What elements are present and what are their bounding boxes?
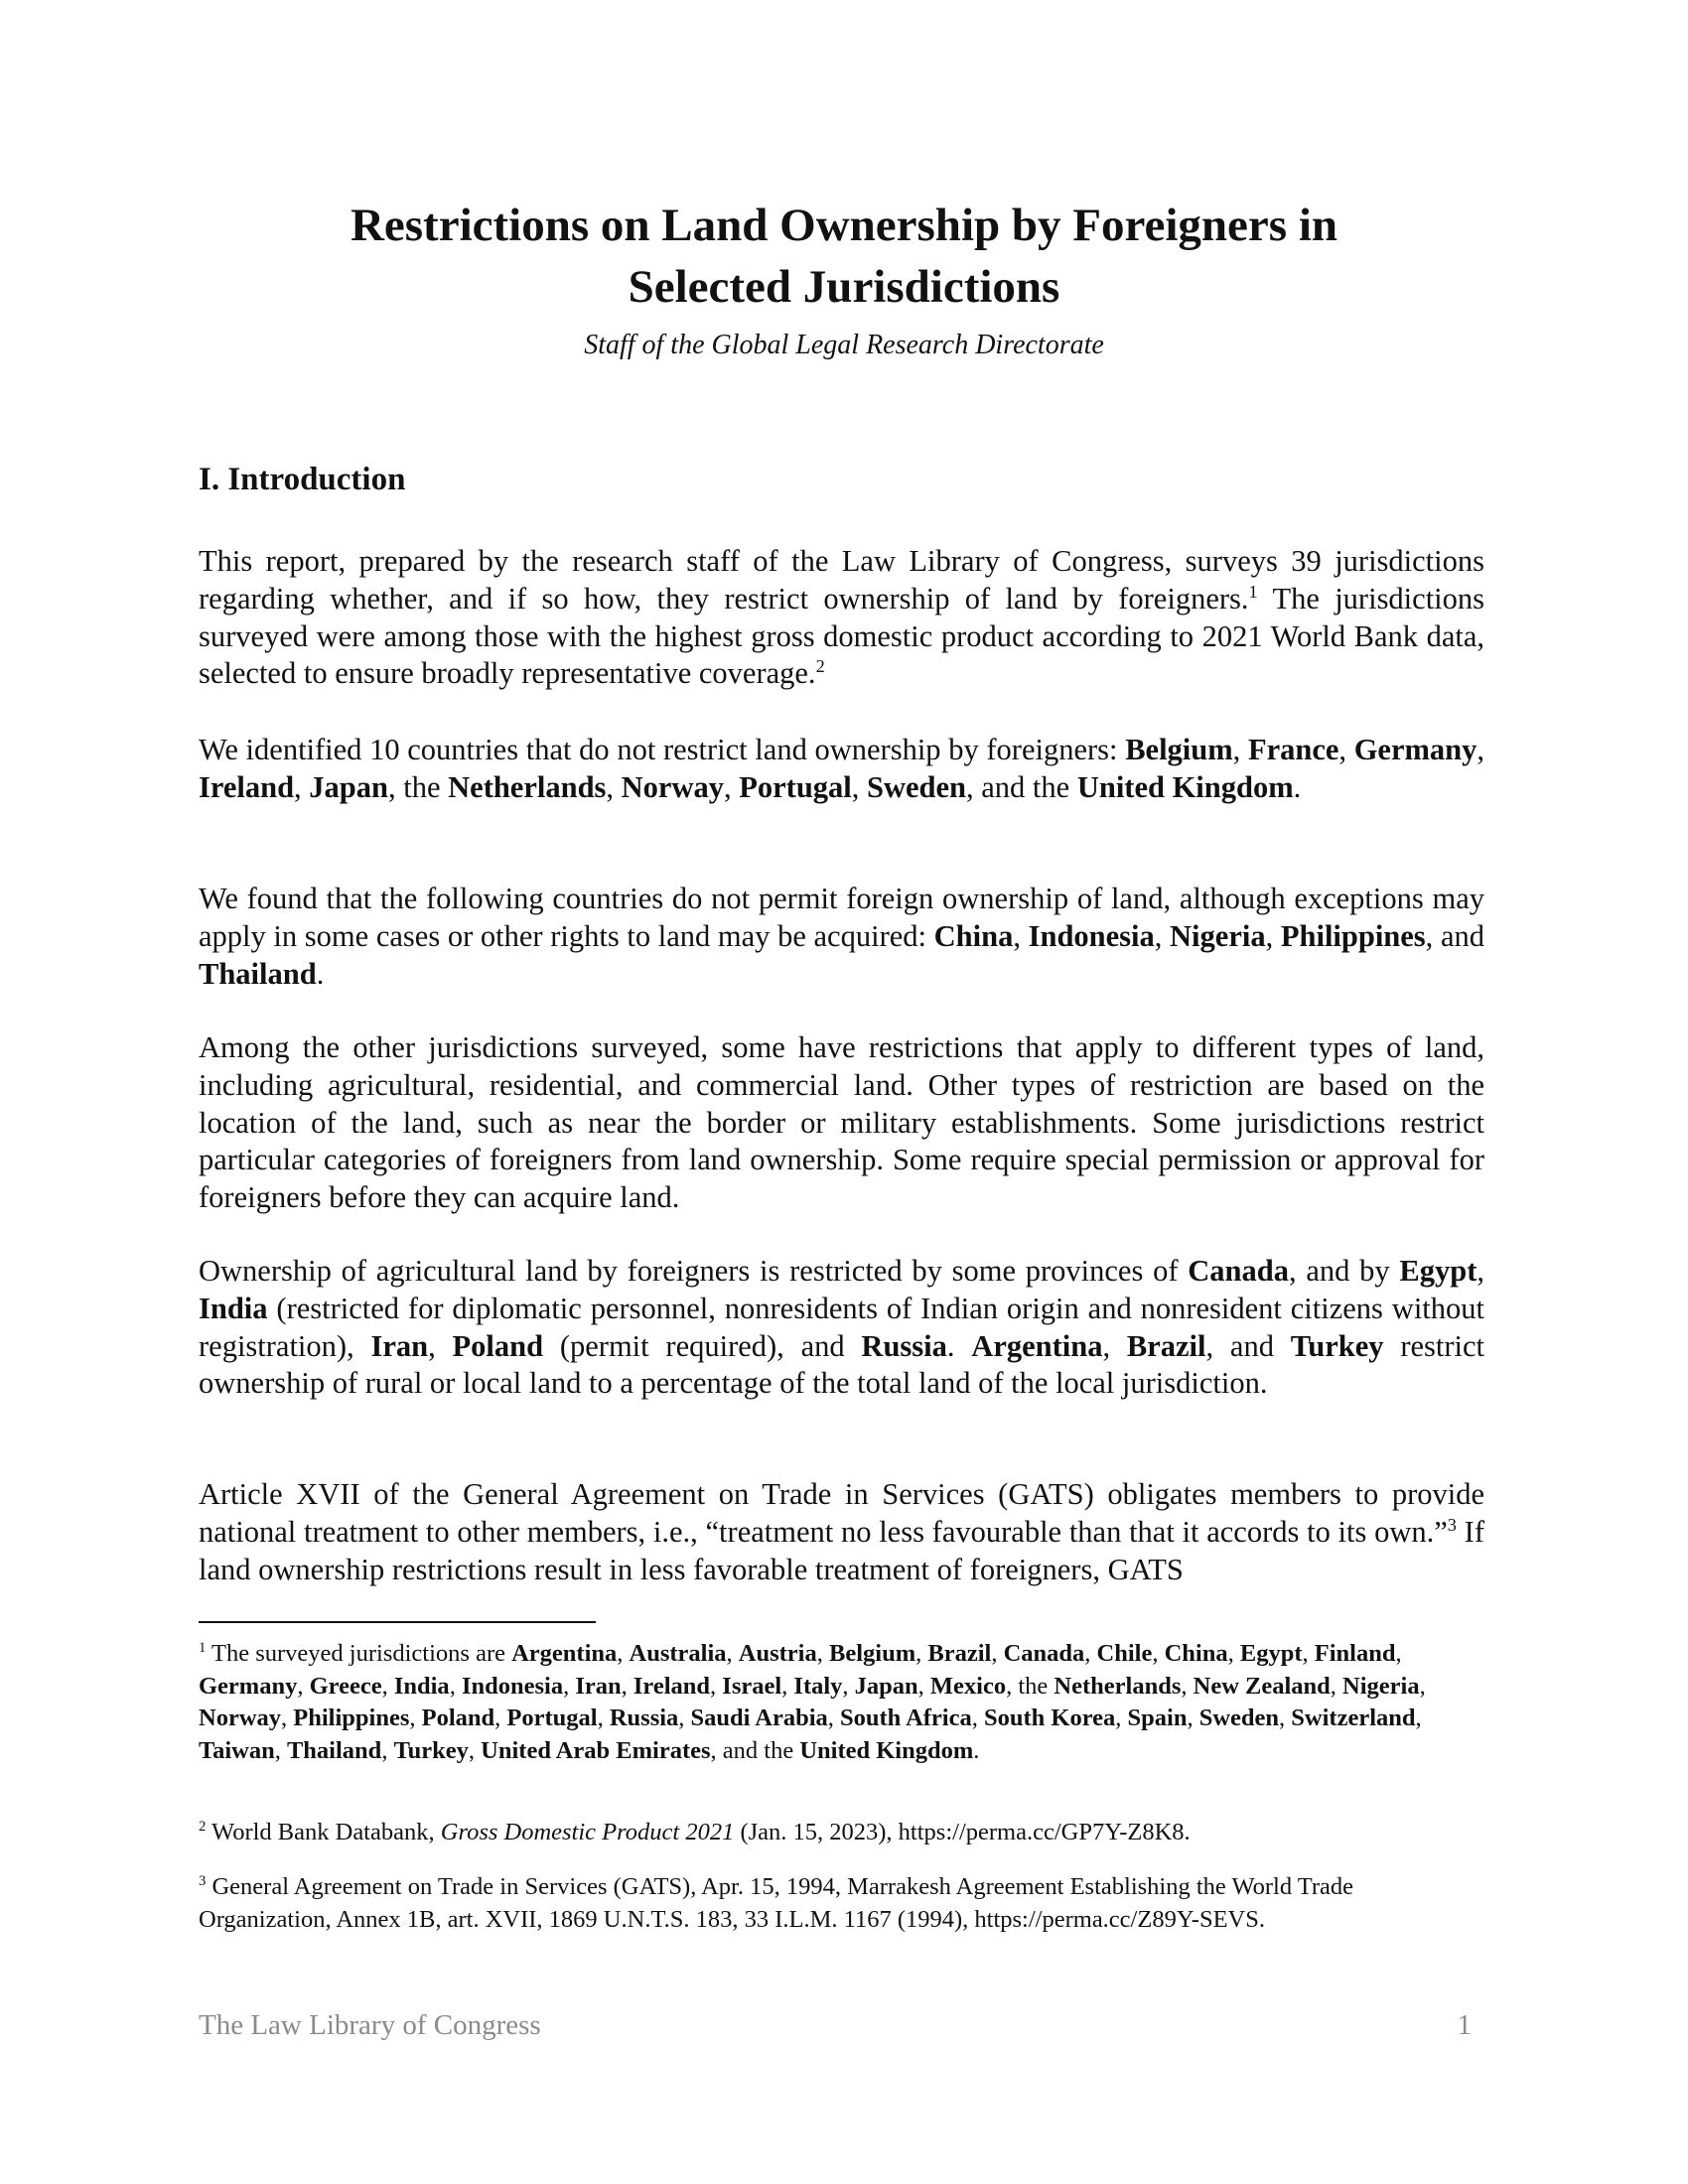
country-name: Argentina — [971, 1328, 1103, 1363]
jurisdiction-name: Italy — [793, 1672, 843, 1700]
jurisdiction-name: Brazil — [927, 1640, 992, 1667]
country-name: Egypt — [1399, 1254, 1477, 1288]
separator: , and — [1425, 918, 1484, 953]
paragraph-restriction-types: Among the other jurisdictions surveyed, some have restrictions that apply to different types of land, including agricultural, residential, and commercial land. Other types of restriction are based on the location of the land, such as near the border or military establishments. Some jurisdictions restrict particular categories of foreigners from land ownership. Some require special permission or approval for foreigners before they can acquire land. — [199, 1030, 1484, 1215]
separator: , — [991, 1640, 1004, 1667]
jurisdiction-name: Norway — [199, 1705, 282, 1731]
separator: , — [1265, 918, 1281, 953]
jurisdiction-name: Indonesia — [461, 1672, 564, 1700]
jurisdiction-name: Chile — [1096, 1640, 1153, 1667]
jurisdiction-name: Egypt — [1239, 1640, 1303, 1667]
separator: , — [851, 769, 868, 804]
footnote-1 — [199, 1638, 1484, 1767]
country-name: Poland — [452, 1328, 544, 1363]
jurisdiction-name: South Africa — [840, 1705, 972, 1731]
separator: , — [1181, 1672, 1194, 1700]
country-name: United Kingdom — [1076, 769, 1294, 804]
separator: , — [1279, 1705, 1292, 1731]
paragraph-prohibited-countries — [199, 881, 1484, 993]
country-name: Ireland — [199, 769, 295, 804]
separator: , — [597, 1705, 610, 1731]
jurisdiction-name: Taiwan — [199, 1736, 275, 1764]
footnote-number: 3 — [199, 1872, 207, 1889]
jurisdiction-name: Switzerland — [1291, 1705, 1416, 1731]
paragraph-text: , and — [1205, 1328, 1291, 1363]
footnote-2 — [199, 1817, 1484, 1849]
jurisdiction-name: New Zealand — [1193, 1672, 1331, 1700]
jurisdiction-name: Australia — [629, 1640, 727, 1667]
paragraph-text: If land ownership restrictions result in less favorable treatment of foreigners, GATS — [199, 1514, 1484, 1586]
page-number: 1 — [1457, 2009, 1472, 2041]
jurisdiction-name: United Arab Emirates — [481, 1736, 711, 1764]
separator: , — [917, 1672, 930, 1700]
jurisdiction-name: Greece — [309, 1672, 382, 1700]
paragraph-text: We identified 10 countries that do not restrict land ownership by foreigners: — [199, 733, 1126, 766]
footnote-3 — [199, 1871, 1484, 1936]
separator: , — [468, 1736, 482, 1764]
footnote-divider — [199, 1621, 596, 1623]
paragraph-text: (permit required), and — [543, 1328, 862, 1363]
footer-publisher: The Law Library of Congress — [199, 2009, 541, 2041]
separator: . — [973, 1736, 980, 1764]
separator: , — [381, 1672, 394, 1700]
separator: , — [606, 769, 622, 804]
separator: , — [1115, 1705, 1128, 1731]
separator: . — [316, 956, 325, 991]
footnote-text: (Jan. 15, 2023), https://perma.cc/GP7Y-Z8K8. — [734, 1819, 1191, 1845]
country-name: Portugal — [739, 769, 852, 804]
separator: , — [710, 1672, 723, 1700]
jurisdiction-name: United Kingdom — [799, 1736, 974, 1764]
country-name: Russia — [861, 1328, 947, 1363]
separator: , — [1419, 1672, 1426, 1700]
separator: , — [563, 1672, 576, 1700]
separator: , — [617, 1640, 630, 1667]
paragraph-agricultural-land — [199, 1253, 1484, 1403]
jurisdiction-name: Philippines — [293, 1705, 410, 1731]
paragraph-text: Ownership of agricultural land by foreigners is restricted by some provinces of — [199, 1254, 1189, 1288]
jurisdiction-name: Ireland — [633, 1672, 711, 1700]
paragraph-intro — [199, 543, 1484, 693]
paragraph-text: . — [946, 1328, 972, 1363]
jurisdiction-name: China — [1164, 1640, 1228, 1667]
paragraph-text: , — [1102, 1328, 1127, 1363]
country-name: Brazil — [1126, 1328, 1206, 1363]
footnote-ref: 2 — [815, 656, 825, 677]
country-name: France — [1247, 733, 1339, 766]
separator: . — [1293, 769, 1302, 804]
separator: , the — [1006, 1672, 1055, 1700]
jurisdiction-name: Thailand — [286, 1736, 382, 1764]
footnote-ref: 3 — [1447, 1514, 1457, 1535]
page-title-line-2: Selected Jurisdictions — [628, 261, 1060, 313]
jurisdiction-name: Spain — [1127, 1705, 1188, 1731]
jurisdiction-name: Portugal — [506, 1705, 598, 1731]
country-name: Turkey — [1290, 1328, 1384, 1363]
jurisdiction-name: Austria — [738, 1640, 817, 1667]
separator: , — [1154, 918, 1171, 953]
separator: , — [1232, 733, 1248, 766]
paragraph-text: (restricted for diplomatic personnel, nonresidents of Indian origin and nonresident citizens without registration), — [199, 1291, 1484, 1363]
separator: , — [1302, 1640, 1315, 1667]
paragraph-text: The jurisdictions surveyed were among those with the highest gross domestic product according to 2021 World Bank data, selected to ensure broadly representative coverage. — [199, 581, 1485, 691]
separator: , — [1338, 733, 1354, 766]
paragraph-text: , and by — [1288, 1254, 1400, 1288]
paragraph-text: , — [1477, 1254, 1485, 1288]
separator: , — [1330, 1672, 1343, 1700]
separator: , — [1187, 1705, 1199, 1731]
separator: , the — [387, 769, 449, 804]
country-name: Germany — [1353, 733, 1477, 766]
paragraph-text: This report, prepared by the research staff of the Law Library of Congress, surveys 39 jurisdictions regarding whether, and if so how, they restrict ownership of land by foreigners. — [199, 544, 1484, 615]
country-name: Belgium — [1125, 733, 1233, 766]
section-heading: I. Introduction — [199, 462, 406, 497]
jurisdiction-name: India — [393, 1672, 450, 1700]
separator: , — [1152, 1640, 1165, 1667]
country-name: Canada — [1188, 1254, 1289, 1288]
country-name: India — [199, 1291, 268, 1325]
author-byline: Staff of the Global Legal Research Directorate — [584, 330, 1104, 360]
separator: , — [678, 1705, 691, 1731]
separator: , — [449, 1672, 462, 1700]
separator: , — [274, 1736, 287, 1764]
source-title: Gross Domestic Product 2021 — [440, 1819, 735, 1845]
paragraph-text: , — [428, 1328, 453, 1363]
separator: , — [1013, 918, 1029, 953]
jurisdiction-name: Russia — [609, 1705, 679, 1731]
jurisdiction-name: Turkey — [393, 1736, 469, 1764]
separator: , — [971, 1705, 984, 1731]
jurisdiction-name: Saudi Arabia — [690, 1705, 828, 1731]
separator: , — [724, 769, 740, 804]
separator: , — [409, 1705, 422, 1731]
footnote-number: 2 — [199, 1818, 207, 1835]
jurisdiction-name: Poland — [421, 1705, 495, 1731]
separator: , — [915, 1640, 928, 1667]
paragraph-text: Article XVII of the General Agreement on Trade in Services (GATS) obligates members to provide national treatment to other members, i.e., “treatment no less favourable than that it accords to its own.” — [199, 1477, 1484, 1549]
jurisdiction-name: Iran — [575, 1672, 622, 1700]
country-name: Iran — [370, 1328, 429, 1363]
separator: , — [827, 1705, 841, 1731]
jurisdiction-name: Israel — [722, 1672, 782, 1700]
separator: , — [816, 1640, 829, 1667]
paragraph-text: restrict ownership of rural or local land to a percentage of the total land of the local jurisdiction. — [199, 1328, 1485, 1401]
separator: , — [1227, 1640, 1240, 1667]
separator: , — [494, 1705, 507, 1731]
paragraph-gats — [199, 1476, 1484, 1588]
jurisdiction-name: Netherlands — [1054, 1672, 1182, 1700]
separator: , — [781, 1672, 794, 1700]
jurisdiction-name: Finland — [1314, 1640, 1396, 1667]
separator: , and the — [710, 1736, 800, 1764]
separator: , — [281, 1705, 294, 1731]
separator: , — [1477, 733, 1484, 766]
country-name: Sweden — [867, 769, 967, 804]
jurisdiction-name: Germany — [199, 1672, 298, 1700]
jurisdiction-name: Canada — [1003, 1640, 1085, 1667]
country-name: Norway — [621, 769, 724, 804]
separator: , — [726, 1640, 739, 1667]
jurisdiction-name: Nigeria — [1342, 1672, 1420, 1700]
separator: , — [621, 1672, 633, 1700]
separator: , — [294, 769, 310, 804]
country-name: Indonesia — [1028, 918, 1155, 953]
country-name: Thailand — [199, 956, 317, 991]
footnote-text: General Agreement on Trade in Services (GATS), Apr. 15, 1994, Marrakesh Agreement Establishing the World Trade Organization, Annex 1B, art. XVII, 1869 U.N.T.S. 183, 33 I.L.M. 1167 (1994), https://perma.cc/Z89Y-SEVS. — [199, 1873, 1354, 1933]
separator: , — [297, 1672, 310, 1700]
separator: , — [1415, 1705, 1422, 1731]
country-name: Philippines — [1280, 918, 1426, 953]
jurisdiction-name: South Korea — [983, 1705, 1116, 1731]
separator: , and the — [966, 769, 1077, 804]
paragraph-unrestricted-countries — [199, 732, 1484, 807]
country-name: Netherlands — [448, 769, 607, 804]
separator: , — [842, 1672, 855, 1700]
separator: , — [1084, 1640, 1097, 1667]
jurisdiction-name: Mexico — [929, 1672, 1007, 1700]
jurisdiction-name: Belgium — [828, 1640, 916, 1667]
country-name: Japan — [309, 769, 388, 804]
footnote-number: 1 — [199, 1639, 207, 1656]
separator: , — [1395, 1640, 1402, 1667]
page-title — [248, 195, 1440, 318]
jurisdiction-name: Japan — [854, 1672, 918, 1700]
footnote-text: The surveyed jurisdictions are — [206, 1640, 512, 1667]
separator: , — [381, 1736, 394, 1764]
jurisdiction-name: Sweden — [1198, 1705, 1280, 1731]
footnote-text: World Bank Databank, — [206, 1819, 441, 1845]
jurisdiction-name: Argentina — [511, 1640, 618, 1667]
country-name: China — [933, 918, 1014, 953]
footnote-ref: 1 — [1248, 581, 1258, 602]
country-name: Nigeria — [1170, 918, 1266, 953]
paragraph-text: We found that the following countries do not permit foreign ownership of land, although exceptions may apply in some cases or other rights to land may be acquired: — [199, 882, 1484, 953]
page-title-line-1: Restrictions on Land Ownership by Foreigners in — [350, 200, 1338, 251]
